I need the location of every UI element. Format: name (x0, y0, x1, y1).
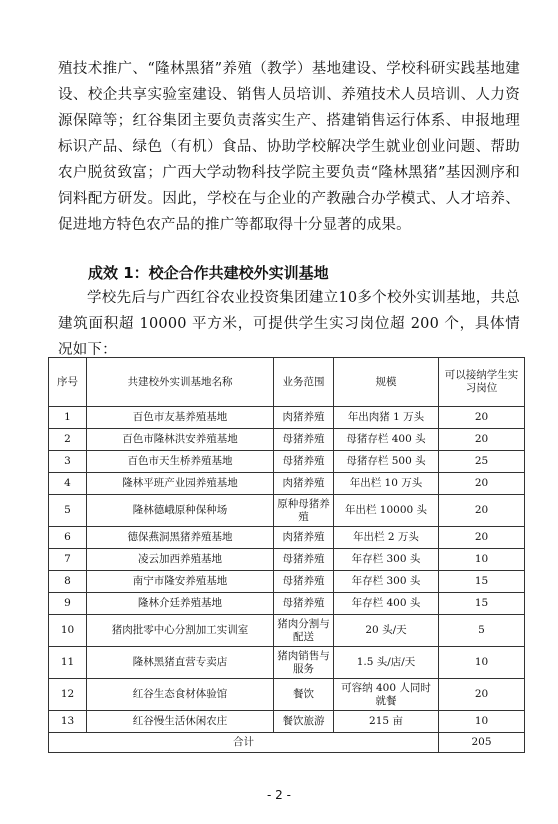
table-total-row (49, 733, 525, 753)
table-row (49, 473, 525, 495)
cell-positions: 20 (439, 407, 525, 429)
header-index: 序号 (49, 358, 87, 407)
cell-positions: 10 (439, 647, 525, 679)
cell-index: 8 (49, 571, 87, 593)
cell-scale: 年出栏 10000 头 (334, 495, 439, 527)
header-positions: 可以接纳学生实习岗位 (439, 358, 525, 407)
header-business-scope: 业务范围 (274, 358, 334, 407)
cell-base-name: 隆林介廷养殖基地 (87, 593, 274, 615)
cell-business-scope: 母猪养殖 (274, 549, 334, 571)
cell-business-scope: 肉猪养殖 (274, 407, 334, 429)
table-row (49, 527, 525, 549)
cell-base-name: 百色市隆林洪安养殖基地 (87, 429, 274, 451)
cell-scale: 年存栏 400 头 (334, 593, 439, 615)
table-row (49, 711, 525, 733)
cell-positions: 10 (439, 549, 525, 571)
cell-scale: 年出栏 10 万头 (334, 473, 439, 495)
table-row (49, 407, 525, 429)
header-base-name: 共建校外实训基地名称 (87, 358, 274, 407)
cell-scale: 215 亩 (334, 711, 439, 733)
cell-positions: 20 (439, 679, 525, 711)
cell-scale: 年出肉猪 1 万头 (334, 407, 439, 429)
table-row (49, 593, 525, 615)
cell-base-name: 隆林黑猪直营专卖店 (87, 647, 274, 679)
cell-index: 10 (49, 615, 87, 647)
table-row (49, 615, 525, 647)
section-heading: 成效 1：校企合作共建校外实训基地 (88, 264, 329, 282)
cell-business-scope: 母猪养殖 (274, 593, 334, 615)
cell-business-scope: 母猪养殖 (274, 451, 334, 473)
cell-positions: 10 (439, 711, 525, 733)
cell-base-name: 百色市友基养殖基地 (87, 407, 274, 429)
cell-business-scope: 母猪养殖 (274, 429, 334, 451)
total-label: 合计 (49, 733, 439, 753)
cell-index: 4 (49, 473, 87, 495)
total-value: 205 (439, 733, 525, 753)
cell-scale: 年存栏 300 头 (334, 571, 439, 593)
cell-business-scope: 猪肉分割与配送 (274, 615, 334, 647)
cell-base-name: 红谷生态食材体验馆 (87, 679, 274, 711)
cell-positions: 15 (439, 593, 525, 615)
cell-scale: 年出栏 2 万头 (334, 527, 439, 549)
cell-index: 2 (49, 429, 87, 451)
cell-scale: 年存栏 300 头 (334, 549, 439, 571)
table-row (49, 679, 525, 711)
cell-base-name: 百色市天生桥养殖基地 (87, 451, 274, 473)
body-paragraph-1: 殖技术推广、“隆林黑猪”养殖（教学）基地建设、学校科研实践基地建设、校企共享实验室建设、销售人员培训、养殖技术人员培训、人力资源保障等；红谷集团主要负责落实生产、搭建销售运行体系、申报地理标识产品、绿色（有机）食品、协助学校解决学生就业创业问题、帮助农户脱贫致富；广西大学动物科技学院主要负责“隆林黑猪”基因测序和饲料配方研发。因此，学校在与企业的产教融合办学模式、人才培养、促进地方特色农产品的推广等都取得十分显著的成果。 (58, 61, 520, 233)
table-row (49, 495, 525, 527)
cell-base-name: 南宁市隆安养殖基地 (87, 571, 274, 593)
cell-positions: 20 (439, 527, 525, 549)
cell-index: 12 (49, 679, 87, 711)
cell-scale: 可容纳 400 人同时就餐 (334, 679, 439, 711)
table-row (49, 571, 525, 593)
cell-scale: 母猪存栏 500 头 (334, 451, 439, 473)
header-scale: 规模 (334, 358, 439, 407)
cell-base-name: 隆林平班产业园养殖基地 (87, 473, 274, 495)
cell-positions: 20 (439, 473, 525, 495)
cell-index: 13 (49, 711, 87, 733)
cell-positions: 20 (439, 495, 525, 527)
cell-base-name: 凌云加西养殖基地 (87, 549, 274, 571)
cell-business-scope: 母猪养殖 (274, 571, 334, 593)
page-number: - 2 - (267, 788, 291, 802)
cell-positions: 20 (439, 429, 525, 451)
cell-base-name: 德保燕洞黑猪养殖基地 (87, 527, 274, 549)
cell-index: 6 (49, 527, 87, 549)
cell-index: 5 (49, 495, 87, 527)
cell-index: 11 (49, 647, 87, 679)
cell-business-scope: 餐饮 (274, 679, 334, 711)
cell-positions: 15 (439, 571, 525, 593)
cell-base-name: 隆林德峨原种保种场 (87, 495, 274, 527)
cell-business-scope: 肉猪养殖 (274, 473, 334, 495)
body-paragraph-2: 学校先后与广西红谷农业投资集团建立10多个校外实训基地，共总建筑面积超 10000 平方米，可提供学生实习岗位超 200 个，具体情况如下： (58, 290, 520, 358)
cell-index: 1 (49, 407, 87, 429)
table-row (49, 451, 525, 473)
cell-business-scope: 原种母猪养殖 (274, 495, 334, 527)
cell-business-scope: 肉猪养殖 (274, 527, 334, 549)
cell-business-scope: 餐饮旅游 (274, 711, 334, 733)
table-row (49, 647, 525, 679)
table-row (49, 429, 525, 451)
cell-index: 7 (49, 549, 87, 571)
cell-scale: 母猪存栏 400 头 (334, 429, 439, 451)
table-row (49, 549, 525, 571)
cell-base-name: 猪肉批零中心分割加工实训室 (87, 615, 274, 647)
cell-index: 9 (49, 593, 87, 615)
training-base-table (48, 357, 525, 753)
cell-base-name: 红谷慢生活休闲农庄 (87, 711, 274, 733)
cell-index: 3 (49, 451, 87, 473)
table-header-row (49, 358, 525, 407)
cell-business-scope: 猪肉销售与服务 (274, 647, 334, 679)
cell-positions: 5 (439, 615, 525, 647)
cell-positions: 25 (439, 451, 525, 473)
cell-scale: 20 头/天 (334, 615, 439, 647)
cell-scale: 1.5 头/店/天 (334, 647, 439, 679)
